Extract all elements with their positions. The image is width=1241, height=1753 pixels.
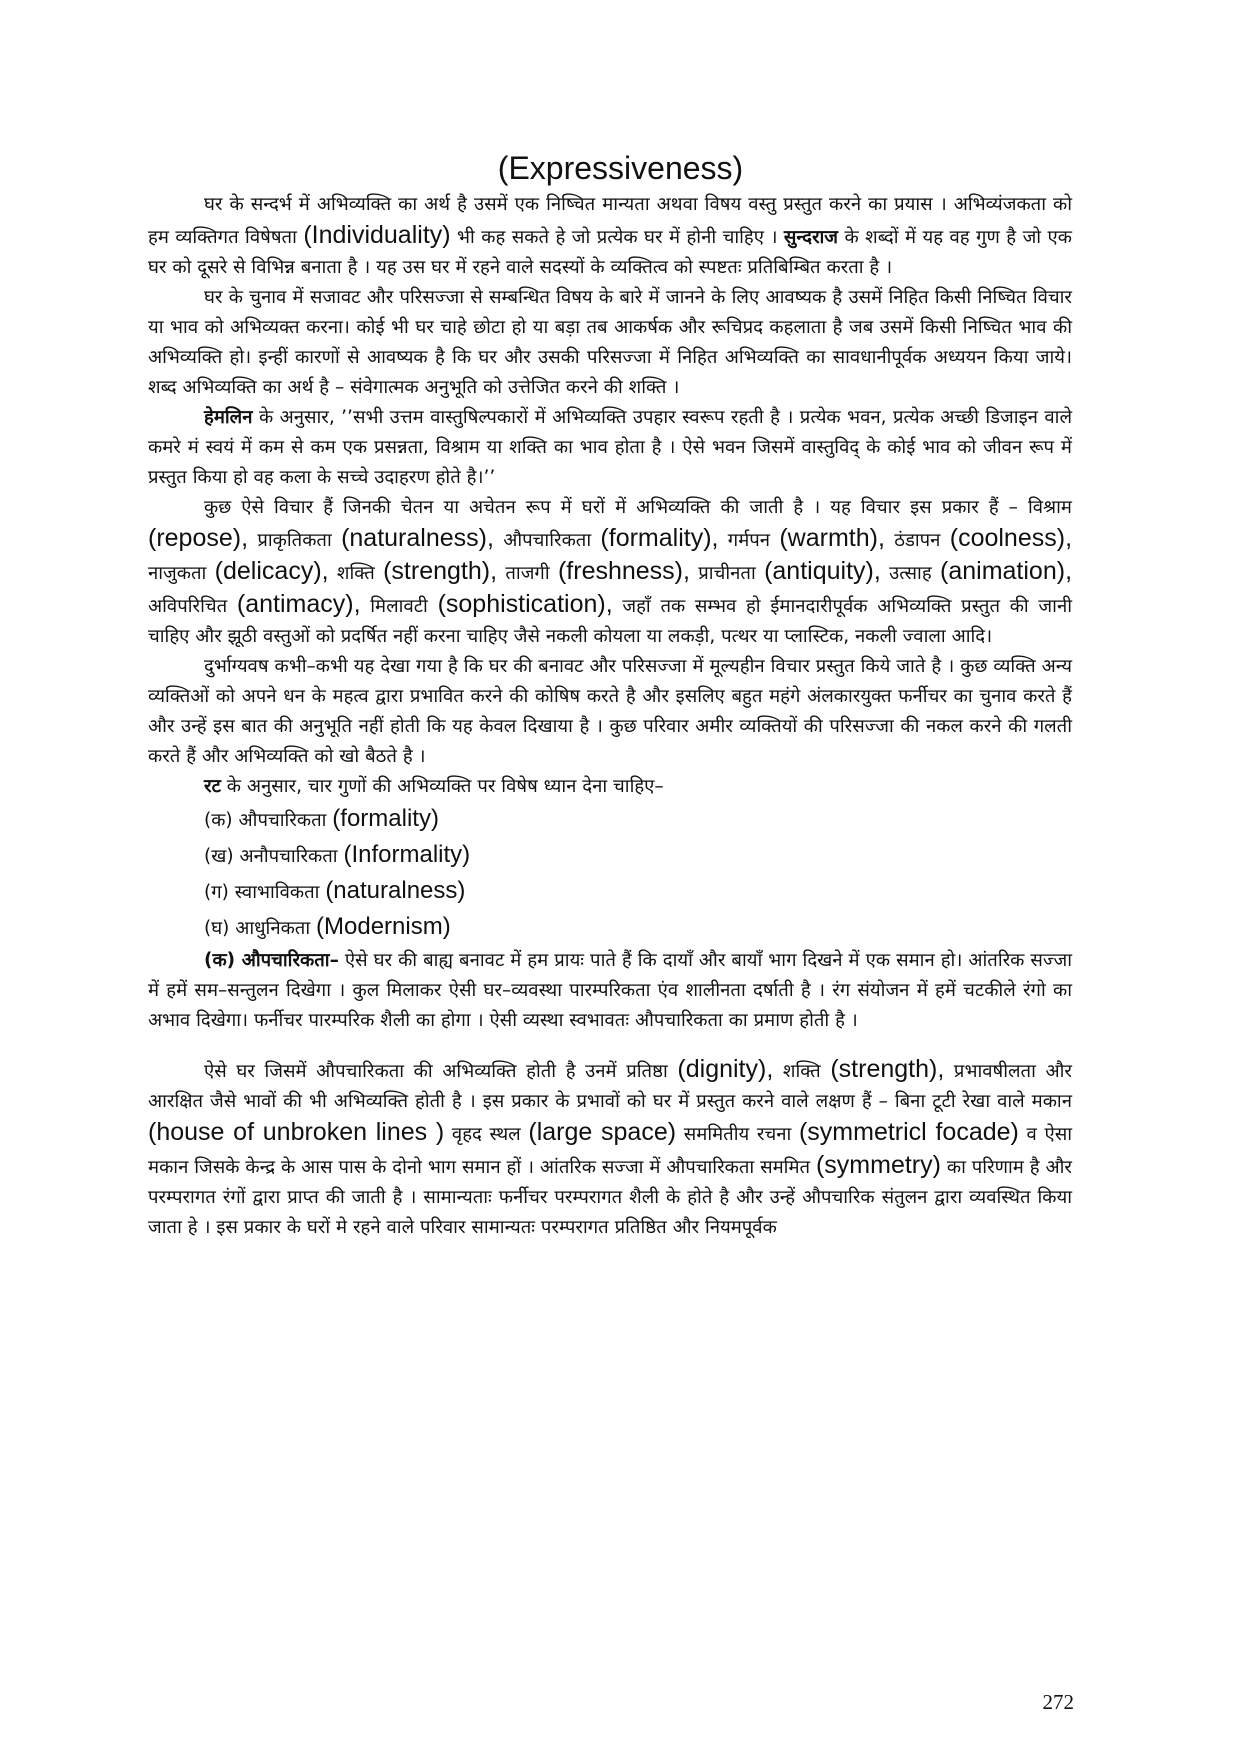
english-term: (sophistication), (437, 590, 613, 618)
text-run: ऐसे घर जिसमें औपचारिकता की अभिव्यक्ति होती है उनमें प्रतिष्ठा (204, 1061, 678, 1082)
paragraph-formal-houses (148, 1054, 1072, 1243)
list-item (148, 874, 1072, 910)
english-term: (symmetry) (815, 1151, 941, 1179)
english-term: (naturalness), (341, 524, 494, 552)
text-run: के अनुसार, चार गुणों की अभिव्यक्ति पर विषेष ध्यान देना चाहिए– (220, 776, 664, 797)
bold-author-name: हेमलिन (204, 407, 253, 428)
text-run: के शब्दों में यह वह गुण है जो एक घर को दूसरे से विभिन्न बनाता है । यह उस घर में रहने वाले सदस्यों के व्यक्तित्व को स्पष्टतः प्रतिबिम्बित करता है । (148, 227, 1072, 278)
text-run: जहाँ तक सम्भव हो ईमानदारीपूर्वक अभिव्यक्ति प्रस्तुत की जानी चाहिए और झूठी वस्तुओं को प्रदर्षित नहीं करना चाहिए जैसे नकली कोयला या लकड़ी, पत्थर या प्लास्टिक, नकली ज्वाला आदि। (148, 596, 1073, 647)
list-item (148, 910, 1072, 946)
body-text (148, 190, 1072, 1243)
page-title: (Expressiveness) (497, 150, 744, 186)
list-item-english: (Modernism) (316, 913, 451, 940)
text-run: कुछ ऐसे विचार हैं जिनकी चेतन या अचेतन रूप में घरों में अभिव्यक्ति की जाती है । यह विचार इस प्रकार हैं – विश्राम (204, 497, 1072, 518)
text-run: उत्साह (880, 563, 941, 584)
english-term: (formality), (600, 524, 719, 552)
paragraph-meaning (148, 190, 1072, 283)
english-term: (Individuality) (303, 221, 451, 249)
list-item-english: (Informality) (343, 841, 471, 868)
text-run: दुर्भाग्यवष कभी–कभी यह देखा गया है कि घर की बनावट और परिसज्जा में मूल्यहीन विचार प्रस्तुत किये जाते है । कुछ व्यक्ति अन्य व्यक्तिओं को अपने धन के महत्व द्वारा प्रभावित करने की कोषिष करते है और इसलिए बहुत महंगे अंलकारयुक्त फर्नीचर का चुनाव करते हैं और उन्हें इस बात की अनुभूति नहीं होती कि यह केवल दिखाया है । कुछ परिवार अमीर व्यक्तियों की परिसज्जा की नकल करने की गलती करते हैं और अभिव्यक्ति को खो बैठते है । (148, 656, 1072, 767)
text-run: के अनुसार, ’’सभी उत्तम वास्तुषिल्पकारों में अभिव्यक्ति उपहार स्वरूप रहती है । प्रत्येक भवन, प्रत्येक अच्छी डिजाइन वाले कमरे मं स्वयं में कम से कम एक प्रसन्नता, विश्राम या शक्ति का भाव होता है । ऐसे भवन जिसमें वास्तुविद् के कोई भाव को जीवन रूप में प्रस्तुत किया हो वह कला के सच्चे उदाहरण होते है।’’ (148, 407, 1072, 488)
paragraph-hamlin-quote (148, 403, 1072, 493)
paragraph-rutt (148, 772, 1072, 802)
english-term: (animation), (940, 557, 1073, 585)
text-run: घर के चुनाव में सजावट और परिसज्जा से सम्बन्धित विषय के बारे में जानने के लिए आवष्यक है उसमें निहित किसी निष्चित विचार या भाव को अभिव्यक्त करना। कोई भी घर चाहे छोटा हो या बड़ा तब आकर्षक और रूचिप्रद कहलाता है जब उसमें किसी निष्चित भाव की अभिव्यक्ति हो। इन्हीं कारणों से आवष्यक है कि घर और उसकी परिसज्जा में निहित अभिव्यक्ति का सावधानीपूर्वक अध्ययन किया जाये। शब्द अभिव्यक्ति का अर्थ है – संवेगात्मक अनुभूति को उत्तेजित करने की शक्ति । (148, 287, 1072, 398)
text-run: प्राचीनता (689, 563, 765, 584)
text-run: मिलावटी (360, 596, 438, 617)
english-term: (large space) (528, 1118, 677, 1146)
english-term: (delicacy), (214, 557, 329, 585)
text-run: शक्ति (328, 563, 384, 584)
text-run: वृहद स्थल (444, 1124, 529, 1145)
english-term: (warmth), (779, 524, 885, 552)
section-heading-formality: (क) औपचारिकता– (204, 950, 339, 971)
text-run: ताजगी (497, 563, 558, 584)
english-term: (antimacy), (236, 590, 361, 618)
text-run: ठंडापन (884, 530, 950, 551)
list-item-hindi: (ख) अनौपचारिकता (204, 846, 344, 867)
paragraph-formality (148, 946, 1072, 1036)
text-run: व ऐसा मकान जिसके केन्द्र के आस पास के दोनो भाग समान हों । आंतरिक सज्जा में औपचारिकता सममित (148, 1124, 1073, 1178)
english-term: (strength), (830, 1055, 945, 1083)
page-number: 272 (1042, 1690, 1074, 1714)
list-item-english: (formality) (332, 805, 439, 832)
english-term: (dignity), (677, 1055, 774, 1083)
text-run: औपचारिकता (493, 530, 601, 551)
english-term: (repose), (148, 524, 249, 552)
english-term: (house of unbroken lines ) (148, 1118, 445, 1146)
english-term: (strength), (383, 557, 498, 585)
text-run: भी कह सकते हे जो प्रत्येक घर में होनी चाहिए । (450, 227, 784, 248)
english-term: (coolness), (949, 524, 1073, 552)
text-run: गर्मपन (718, 530, 780, 551)
text-run: का परिणाम है और परम्परागत रंगों द्वारा प्राप्त की जाती है । सामान्यताः फर्नीचर परम्परागत शैली के होते है और उन्हें औपचारिक संतुलन द्वारा व्यवस्थित किया जाता हे । इस प्रकार के घरों मे रहने वाले परिवार सामान्यतः परम्परागत प्रतिष्ठित और नियमपूर्वक (148, 1157, 1072, 1238)
text-run: घर के सन्दर्भ में अभिव्यक्ति का अर्थ है उसमें एक निष्चित मान्यता अथवा विषय वस्तु प्रस्तुत करने का प्रयास । अभिव्यंजकता को हम व्यक्तिगत विषेषता (148, 194, 1072, 248)
list-item-hindi: (ग) स्वाभाविकता (204, 882, 326, 903)
qualities-list (148, 802, 1072, 946)
list-item (148, 838, 1072, 874)
bold-author-name: सुन्दराज (783, 227, 839, 248)
english-term: (freshness), (557, 557, 690, 585)
list-item-hindi: (क) औपचारिकता (204, 810, 333, 831)
text-run: अविपरिचित (148, 596, 237, 617)
list-item (148, 802, 1072, 838)
english-term: (symmetricl focade) (798, 1118, 1019, 1146)
list-item-english: (naturalness) (325, 877, 466, 904)
text-run: नाजुकता (148, 563, 215, 584)
text-run: सममितीय रचना (676, 1124, 799, 1145)
paragraph-misfortune (148, 652, 1072, 772)
bold-author-name: रट (204, 776, 221, 797)
text-run: प्राकृतिकता (248, 530, 342, 551)
paragraph-selection (148, 283, 1072, 403)
text-run: ऐसे घर की बाह्य बनावट में हम प्रायः पाते हैं कि दायाँ और बायाँ भाग दिखने में एक समान हो। आंतरिक सज्जा में हमें सम–सन्तुलन दिखेगा । कुल मिलाकर ऐसी घर–व्यवस्था पारम्परिकता एंव शालीनता दर्षाती है । रंग संयोजन में हमें चटकीले रंगो का अभाव दिखेगा। फर्नीचर पारम्परिक शैली का होगा । ऐसी व्यस्था स्वभावतः औपचारिकता का प्रमाण होती है । (148, 950, 1073, 1031)
text-run: प्रभावषीलता और आरक्षित जैसे भावों की भी अभिव्यक्ति होती है । इस प्रकार के प्रभावों को घर में प्रस्तुत करने वाले लक्षण हैं – बिना टूटी रेखा वाले मकान (148, 1061, 1072, 1112)
list-item-hindi: (घ) आधुनिकता (204, 918, 317, 939)
text-run: शक्ति (773, 1061, 831, 1082)
paragraph-ideas (148, 493, 1072, 652)
english-term: (antiquity), (764, 557, 881, 585)
